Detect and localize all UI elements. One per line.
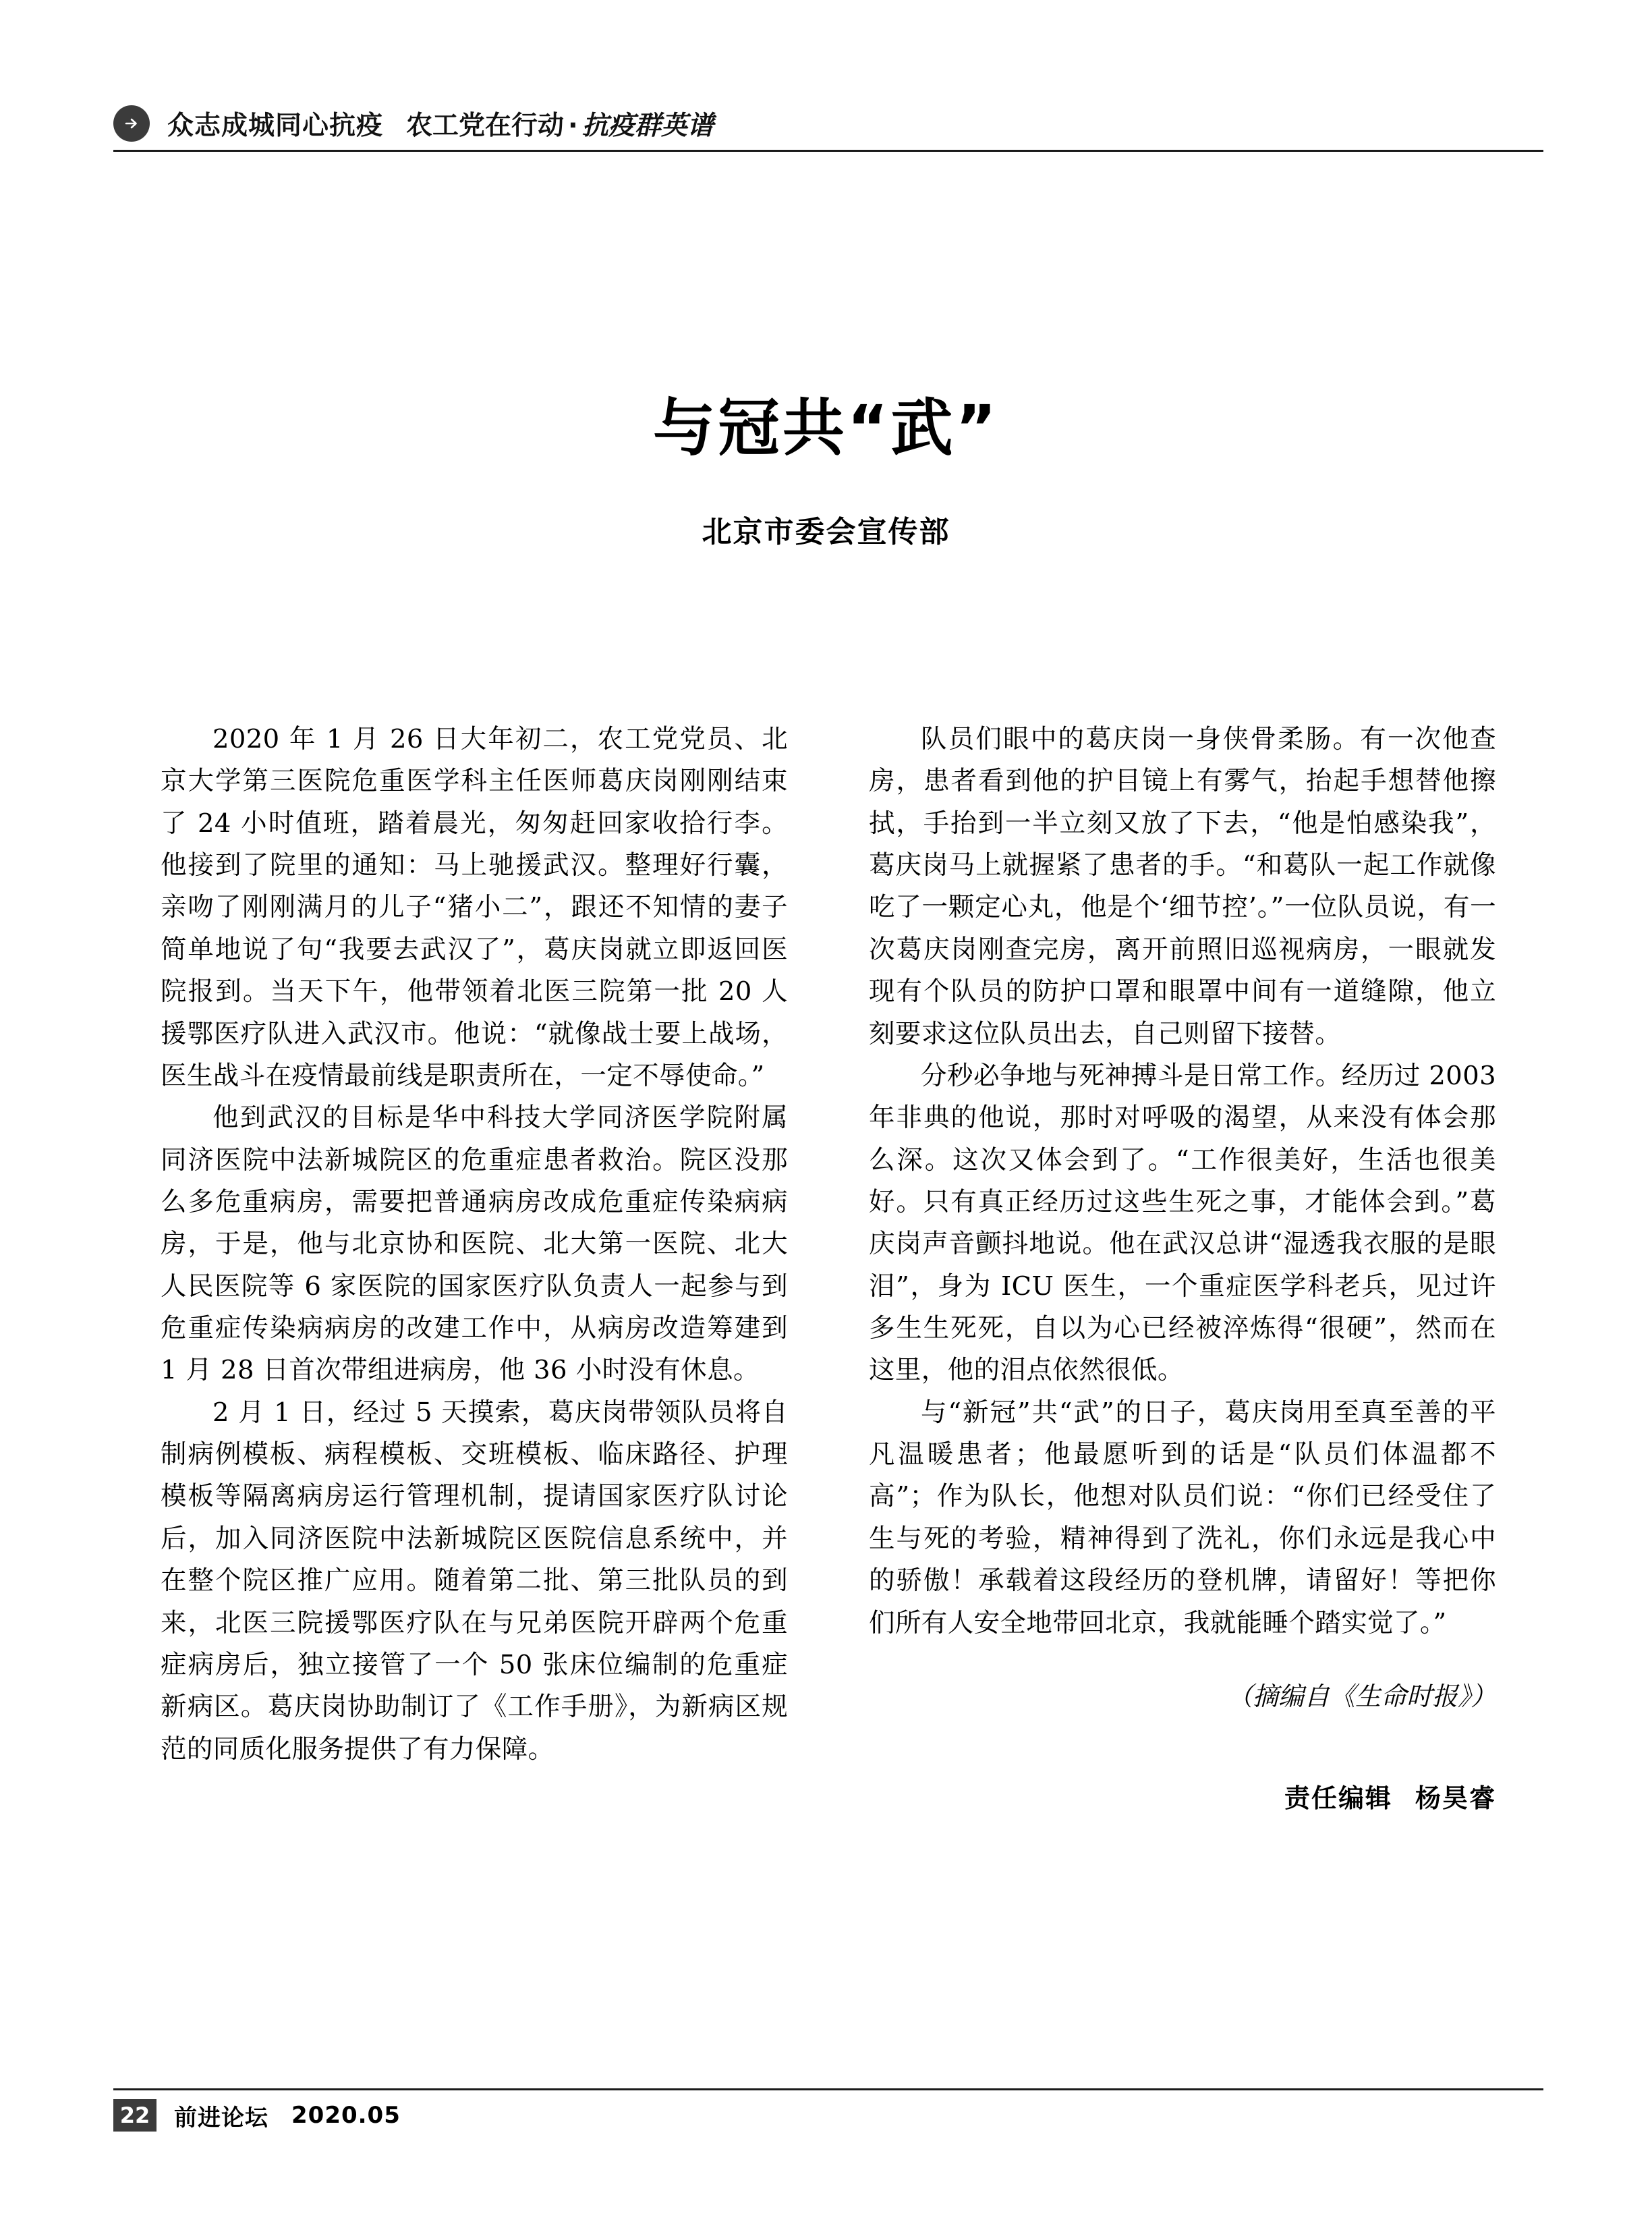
paragraph: 2 月 1 日，经过 5 天摸索，葛庆岗带领队员将自制病例模板、病程模板、交班模板、临床路径、护理模板等隔离病房运行管理机制，提请国家医疗队讨论后，加入同济医院中法新城院区医院信息系统中，并在整个院区推广应用。随着第二批、第三批队员的到来，北医三院援鄂医疗队在与兄弟医院开辟两个危重症病房后，独立接管了一个 50 张床位编制的危重症新病区。葛庆岗协助制订了《工作手册》，为新病区规范的同质化服务提供了有力保障。 — [161, 1397, 788, 1764]
editor-label: 责任编辑 — [1284, 1782, 1392, 1813]
header-divider — [113, 150, 1543, 152]
editor-name: 杨昊睿 — [1415, 1782, 1496, 1813]
source-note: （摘编自《生命时报》） — [1226, 1681, 1496, 1711]
byline: 北京市委会宣传部 — [702, 515, 950, 550]
arrow-right-icon — [113, 105, 150, 142]
issue-date: 2020.05 — [291, 2102, 401, 2129]
paragraph: 他到武汉的目标是华中科技大学同济医学院附属同济医院中法新城院区的危重症患者救治。院区没那么多危重病房，需要把普通病房改成危重症传染病病房，于是，他与北京协和医院、北大第一医院、北大人民医院等 6 家医院的国家医疗队负责人一起参与到危重症传染病病房的改建工作中，从病房改造筹建到 1 月 28 日首次带组进病房，他 36 小时没有休息。 — [161, 1103, 788, 1386]
paragraph: 与“新冠”共“武”的日子，葛庆岗用至真至善的平凡温暖患者；他最愿听到的话是“队员们体温都不高”；作为队长，他想对队员们说：“你们已经受住了生与死的考验，精神得到了洗礼，你们永远是我心中的骄傲！承载着这段经历的登机牌，请留好！等把你们所有人安全地带回北京，我就能睡个踏实觉了。” — [869, 1397, 1496, 1638]
running-head-subtitle-main: 农工党在行动 — [406, 111, 565, 141]
running-head-title: 众志成城同心抗疫 — [167, 111, 384, 141]
column-left — [161, 719, 788, 1814]
running-head-subtitle — [406, 105, 714, 142]
running-head-subtitle-series: 抗疫群英谱 — [581, 110, 714, 141]
editor-credit — [869, 1777, 1496, 1814]
running-head-separator: · — [568, 111, 578, 141]
running-head — [113, 94, 1543, 152]
column-right — [869, 719, 1496, 1814]
footer-divider — [113, 2088, 1543, 2090]
page-footer — [113, 2095, 401, 2136]
article-body — [161, 719, 1496, 1814]
title-block — [0, 391, 1652, 551]
magazine-name: 前进论坛 — [174, 2104, 268, 2132]
page-title: 与冠共“武” — [653, 392, 999, 464]
page-number: 22 — [113, 2099, 156, 2132]
paragraph: 队员们眼中的葛庆岗一身侠骨柔肠。有一次他查房，患者看到他的护目镜上有雾气，抬起手想替他擦拭，手抬到一半立刻又放了下去，“他是怕感染我”，葛庆岗马上就握紧了患者的手。“和葛队一起工作就像吃了一颗定心丸，他是个‘细节控’。”一位队员说，有一次葛庆岗刚查完房，离开前照旧巡视病房，一眼就发现有个队员的防护口罩和眼罩中间有一道缝隙，他立刻要求这位队员出去，自己则留下接替。 — [869, 724, 1496, 1049]
paragraph: 分秒必争地与死神搏斗是日常工作。经历过 2003 年非典的他说，那时对呼吸的渴望，从来没有体会那么深。这次又体会到了。“工作很美好，生活也很美好。只有真正经历过这些生死之事，才能体会到。”葛庆岗声音颤抖地说。他在武汉总讲“湿透我衣服的是眼泪”，身为 ICU 医生，一个重症医学科老兵，见过许多生生死死，自以为心已经被淬炼得“很硬”，然而在这里，他的泪点依然很低。 — [869, 1060, 1496, 1386]
paragraph: 2020 年 1 月 26 日大年初二，农工党党员、北京大学第三医院危重医学科主任医师葛庆岗刚刚结束了 24 小时值班，踏着晨光，匆匆赶回家收拾行李。他接到了院里的通知：马上驰援武汉。整理好行囊，亲吻了刚刚满月的儿子“猪小二”，跟还不知情的妻子简单地说了句“我要去武汉了”，葛庆岗就立即返回医院报到。当天下午，他带领着北医三院第一批 20 人援鄂医疗队进入武汉市。他说：“就像战士要上战场，医生战斗在疫情最前线是职责所在，一定不辱使命。” — [161, 724, 788, 1091]
